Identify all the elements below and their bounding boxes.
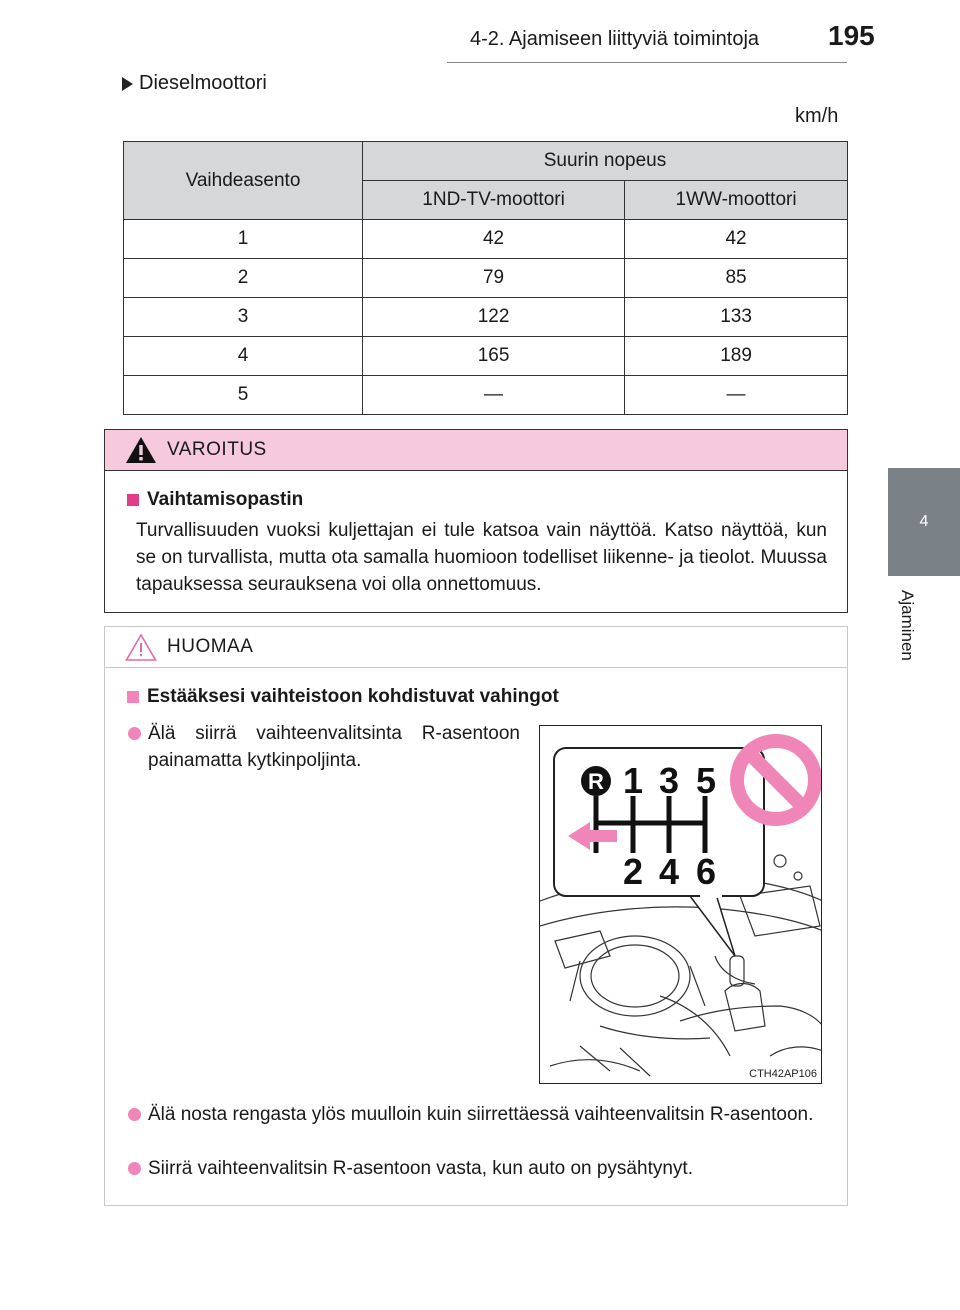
round-bullet-icon [128, 1162, 141, 1175]
table-header-gear: Vaihdeasento [124, 142, 363, 220]
notice-bullet-3 [128, 1155, 828, 1182]
side-tab-label: Ajaminen [898, 590, 917, 661]
figure-code: CTH42AP106 [749, 1068, 817, 1080]
table-cell: 5 [124, 376, 363, 415]
table-cell: 133 [625, 298, 848, 337]
table-header-engine-2: 1WW-moottori [625, 181, 848, 220]
header-title: 4-2. Ajamiseen liittyviä toimintoja [470, 28, 760, 50]
table-cell: 122 [363, 298, 625, 337]
shift-label-1: 1 [622, 760, 644, 801]
table-cell: 189 [625, 337, 848, 376]
section-heading-text: Dieselmoottori [139, 72, 267, 94]
shift-label-3: 3 [658, 760, 680, 801]
notice-header [105, 627, 847, 668]
table-row [124, 376, 848, 415]
table-header-max-speed: Suurin nopeus [363, 142, 848, 181]
caution-triangle-icon [125, 633, 157, 661]
notice-bullet-1 [128, 720, 520, 774]
unit-label: km/h [795, 105, 839, 127]
warning-body [105, 471, 847, 598]
table-cell: 3 [124, 298, 363, 337]
table-cell: 4 [124, 337, 363, 376]
notice-item-title-text: Estääksesi vaihteistoon kohdistuvat vahingot [147, 686, 559, 707]
warning-item-title-text: Vaihtamisopastin [147, 489, 304, 510]
notice-bullet-2-text: Älä nosta rengasta ylös muulloin kuin siirrettäessä vaihteenvalitsin R-asentoon. [148, 1104, 814, 1125]
warning-item-text: Turvallisuuden vuoksi kuljettajan ei tule katsoa vain näyttöä. Katso näyttöä, kun se on turvallista, mutta ota samalla huomioon todelliset liikenne- ja tieolot. Muussa tapauksessa seurauksena voi olla onnettomuus. [136, 520, 827, 595]
gear-illustration [540, 726, 822, 1084]
notice-item-title [127, 686, 827, 708]
table-row [124, 220, 848, 259]
round-bullet-icon [128, 727, 141, 740]
warning-triangle-icon [125, 436, 157, 464]
shift-label-5: 5 [695, 760, 717, 801]
section-heading [122, 72, 267, 95]
warning-item-title [127, 489, 827, 511]
table-cell: 42 [625, 220, 848, 259]
notice-bullet-1-text: Älä siirrä vaihteenvalitsinta R-asentoon painamatta kytkinpoljinta. [148, 723, 520, 771]
square-bullet-icon [127, 691, 139, 703]
table-cell: 85 [625, 259, 848, 298]
header-rule [447, 62, 847, 63]
speed-table [123, 141, 848, 415]
table-cell: 79 [363, 259, 625, 298]
triangle-bullet-icon [122, 77, 133, 91]
square-bullet-icon [127, 494, 139, 506]
round-bullet-icon [128, 1108, 141, 1121]
table-header-row [124, 142, 848, 181]
shift-label-4: 4 [658, 851, 680, 892]
shift-label-2: 2 [622, 851, 644, 892]
table-cell: — [363, 376, 625, 415]
table-row [124, 298, 848, 337]
gear-shift-figure [539, 725, 822, 1084]
shift-label-6: 6 [695, 851, 717, 892]
table-cell: 165 [363, 337, 625, 376]
warning-label: VAROITUS [167, 439, 267, 460]
table-row [124, 259, 848, 298]
table-cell: 1 [124, 220, 363, 259]
warning-box [104, 429, 848, 613]
page-number: 195 [828, 20, 875, 51]
table-row [124, 337, 848, 376]
notice-bullet-3-text: Siirrä vaihteenvalitsin R-asentoon vasta, kun auto on pysähtynyt. [148, 1158, 693, 1179]
shift-label-reverse: R [588, 769, 604, 794]
table-cell: — [625, 376, 848, 415]
notice-body [105, 668, 847, 708]
notice-bullet-2 [128, 1101, 828, 1128]
table-cell: 2 [124, 259, 363, 298]
table-cell: 42 [363, 220, 625, 259]
side-tab-number: 4 [919, 513, 929, 530]
warning-header [105, 430, 847, 471]
side-tab [888, 468, 960, 576]
table-header-engine-1: 1ND-TV-moottori [363, 181, 625, 220]
notice-label: HUOMAA [167, 636, 254, 657]
